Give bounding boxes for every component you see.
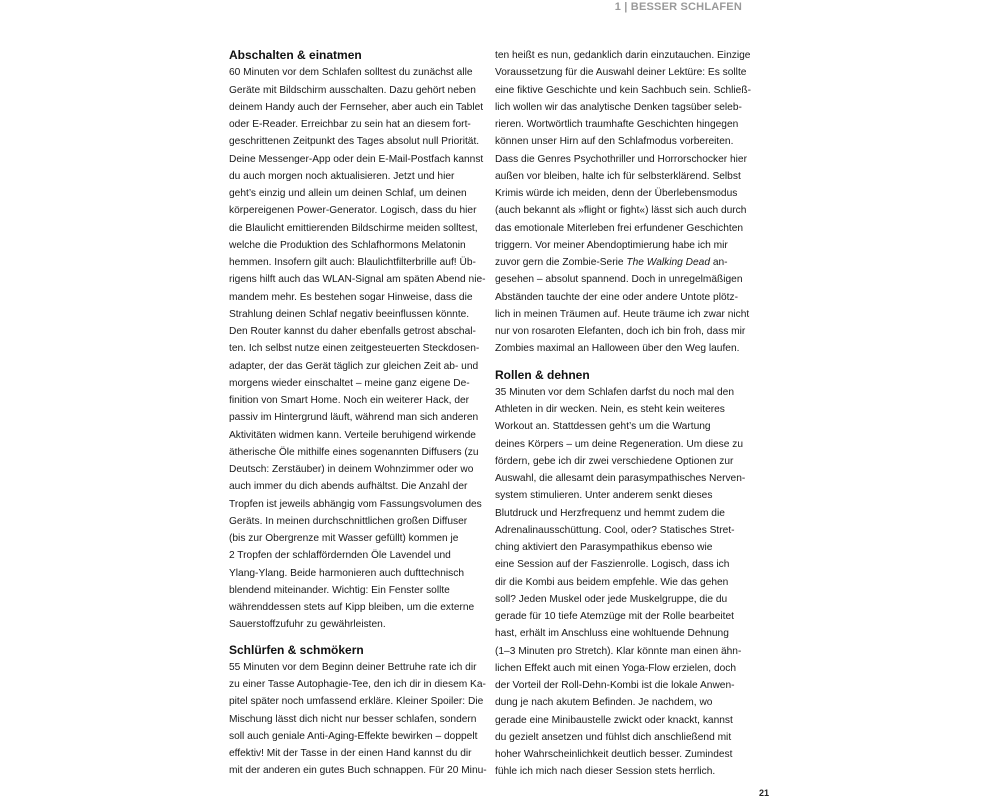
text-line: dir die Kombi aus beidem empfehle. Wie das gehen [495, 576, 729, 588]
text-line: Deine Messenger-App oder dein E-Mail-Postfach kannst [229, 153, 484, 165]
section-body-abschalten [229, 64, 486, 633]
text-line: Deutsch: Zerstäuber) in deinem Wohnzimmer oder wo [229, 464, 474, 475]
text-line: hoher Wahrscheinlichkeit deutlich besser. Zumindest [495, 749, 733, 760]
text-line: mandem mehr. Es bestehen sogar Hinweise, dass die [229, 291, 473, 303]
text-line: Athleten in dir wecken. Nein, es steht kein weiteres [495, 404, 725, 415]
text-line: Abständen tauchte der eine oder andere Untote plötz- [495, 291, 738, 303]
text-line: soll? Jeden Muskel oder jede Muskelgruppe, die du [495, 593, 728, 605]
text-line: währenddessen stets auf Kipp bleiben, um die externe [229, 602, 475, 613]
text-line: morgens wieder einschaltet – meine ganz eigene De- [229, 377, 470, 389]
text-line: rieren. Wortwörtlich traumhafte Geschichten hingegen [495, 119, 739, 130]
text-line: 35 Minuten vor dem Schlafen darfst du noch mal den [495, 386, 734, 398]
text-line: Geräte mit Bildschirm ausschalten. Dazu gehört neben [229, 84, 476, 96]
text-line: Voraussetzung für die Auswahl deiner Lektüre: Es sollte [495, 67, 747, 79]
text-line: Mischung lässt dich nicht nur besser schlafen, sondern [229, 713, 477, 725]
text-line: Sauerstoffzufuhr zu gewährleisten. [229, 619, 386, 631]
text-line: lich wollen wir das analytische Denken tagsüber seleb- [495, 101, 742, 113]
section-body-rollen [495, 384, 745, 781]
text-line: Aktivitäten widmen kann. Verteile beruhigend wirkende [229, 429, 476, 441]
text-line: eine Session auf der Faszienrolle. Logisch, dass ich [495, 559, 730, 571]
continuation-body-b [495, 271, 750, 357]
text-line: ten. Ich selbst nutze einen zeitgesteuerten Steckdosen- [229, 343, 480, 355]
text-line: effektiv! Mit der Tasse in der einen Hand kannst du dir [229, 748, 472, 759]
page-number: 21 [758, 788, 769, 798]
text-line: hemmen. Insofern gilt auch: Blaulichtfilterbrille auf! Üb- [229, 257, 476, 268]
text-line: zu einer Tasse Autophagie-Tee, den ich dir in diesem Ka- [229, 679, 486, 690]
text-line: (1–3 Minuten pro Stretch). Klar könnte man einen ähn- [495, 645, 742, 657]
text-line: Auswahl, die allesamt dein parasympathisches Nerven- [495, 473, 746, 484]
text-line: außen vor bleiben, halte ich für selbsterklärend. Selbst [495, 170, 741, 182]
text-line: der Vorteil der Roll-Dehn-Kombi ist die lokale Anwen- [495, 680, 735, 691]
text-line: nur von rosaroten Elefanten, doch ich bin froh, dass mir [495, 326, 746, 337]
text-line: 60 Minuten vor dem Schlafen solltest du zunächst alle [229, 67, 473, 79]
text-line: Krimis würde ich meiden, denn der Überlebensmodus [495, 188, 738, 199]
text-line: lich in meinen Träumen auf. Heute träume ich zwar nicht [495, 308, 750, 320]
text-line: ching aktiviert den Parasympathikus ebenso wie [495, 542, 713, 553]
text-line: Blutdruck und Herzfrequenz und hemmt zudem die [495, 507, 725, 519]
section-heading-rollen: Rollen & dehnen [495, 367, 590, 382]
continuation-line-show: zuvor gern die Zombie-Serie The Walking Dead an- [495, 257, 728, 268]
text-line: auch immer du dich abends aufhältst. Die Anzahl der [229, 481, 468, 493]
text-line: passiv im Hintergrund läuft, während man sich anderen [229, 412, 479, 424]
text-line: ten heißt es nun, gedanklich darin einzutauchen. Einzige [495, 50, 751, 61]
text-line: die Blaulicht emittierenden Bildschirme meiden solltest, [229, 222, 478, 234]
text-line: körpereigenen Power-Generator. Logisch, dass du hier [229, 205, 477, 217]
text-line: finition von Smart Home. Noch ein weiterer Hack, der [229, 395, 470, 406]
section-heading-schluerfen: Schlürfen & schmökern [229, 642, 364, 657]
text-line: geschrittenen Zeitpunkt des Tages absolut null Priorität. [229, 136, 480, 148]
text-line: oder E-Reader. Erreichbar zu sein hat an diesem fort- [229, 119, 471, 130]
text-line: Strahlung deinen Schlaf negativ beeinflussen könnte. [229, 308, 470, 320]
text-line: lichen Effekt auch mit einen Yoga-Flow erzielen, doch [495, 662, 737, 674]
text-line: (auch bekannt als »flight or fight«) lässt sich auch durch [495, 205, 747, 217]
right-column [495, 47, 751, 781]
text-line: gerade für 10 tiefe Atemzüge mit der Rolle bearbeitet [495, 611, 734, 622]
text-line: können unser Hirn auf den Schlafmodus vorbereiten. [495, 136, 734, 148]
text-line: Zombies maximal an Halloween über den Weg laufen. [495, 343, 740, 355]
left-column [229, 47, 487, 780]
text-line: gerade eine Minibaustelle zwickt oder knackt, kannst [495, 714, 733, 726]
text-line: 2 Tropfen der schlaffördernden Öle Lavendel und [229, 550, 451, 562]
text-line: welche die Produktion des Schlafhormons Melatonin [229, 239, 466, 251]
text-line: hast, erhält im Anschluss eine wohltuende Dehnung [495, 628, 729, 640]
text-line: fühle ich mich nach dieser Session stets herrlich. [495, 766, 716, 778]
section-heading-abschalten: Abschalten & einatmen [229, 48, 362, 62]
text-line: dung je nach akutem Befinden. Je nachdem, wo [495, 697, 713, 709]
text-line: Geräts. In meinen durchschnittlichen großen Diffuser [229, 515, 468, 527]
text-line: system stimulieren. Unter anderem senkt dieses [495, 490, 713, 502]
text-line: adapter, der das Gerät täglich zur gleichen Zeit ab- und [229, 360, 479, 372]
section-body-schluerfen [229, 659, 487, 780]
show-title: The Walking Dead [626, 257, 710, 268]
text-line: Ylang-Ylang. Beide harmonieren auch dufttechnisch [229, 567, 465, 579]
text-line: 55 Minuten vor dem Beginn deiner Bettruhe rate ich dir [229, 661, 477, 673]
text-line: Dass die Genres Psychothriller und Horrorschocker hier [495, 153, 747, 165]
text-line: gesehen – absolut spannend. Doch in unregelmäßigen [495, 274, 743, 286]
text-line: Adrenalinausschüttung. Cool, oder? Statisches Stret- [495, 524, 735, 536]
text-line: fördern, gebe ich dir zwei verschiedene Optionen zur [495, 455, 734, 467]
text-line: triggern. Vor meiner Abendoptimierung habe ich mir [495, 239, 728, 251]
text-line: Den Router kannst du daher ebenfalls getrost abschal- [229, 326, 476, 337]
running-head: 1 | BESSER SCHLAFEN [614, 1, 742, 13]
text-line: du auch morgen noch aktualisieren. Jetzt und hier [229, 170, 455, 182]
text-line: deinem Handy auch der Fernseher, aber auch ein Tablet [229, 101, 484, 113]
text-line: mit der anderen ein gutes Buch schnappen. Für 20 Minu- [229, 765, 487, 777]
text-line: deines Körpers – um deine Regeneration. Um diese zu [495, 438, 744, 450]
text-line: Tropfen ist jeweils abhängig vom Fassungsvolumen des [229, 498, 482, 510]
text-line: ätherische Öle mithilfe eines sogenannten Diffusers (zu [229, 446, 479, 458]
text-line: geht’s einzig und allein um deinen Schlaf, um deinen [229, 188, 467, 199]
text-line: das emotionale Miterleben frei erfundener Geschichten [495, 222, 744, 234]
text-line: Workout an. Stattdessen geht’s um die Wartung [495, 421, 711, 433]
text-line: eine fiktive Geschichte und kein Sachbuch sein. Schließ- [495, 84, 751, 96]
text-line: pitel später noch umfassend erkläre. Kleiner Spoiler: Die [229, 696, 484, 708]
text-line: rigens hilft auch das WLAN-Signal am späten Abend nie- [229, 274, 486, 286]
text-line: (bis zur Obergrenze mit Wasser gefüllt) kommen je [229, 533, 459, 544]
continuation-body-a [495, 47, 751, 254]
text-line: blendend miteinander. Wichtig: Ein Fenster sollte [229, 584, 450, 596]
text-line: du gezielt ansetzen und fühlst dich anschließend mit [495, 731, 732, 743]
text-line: soll auch geniale Anti-Aging-Effekte bewirken – doppelt [229, 730, 478, 742]
